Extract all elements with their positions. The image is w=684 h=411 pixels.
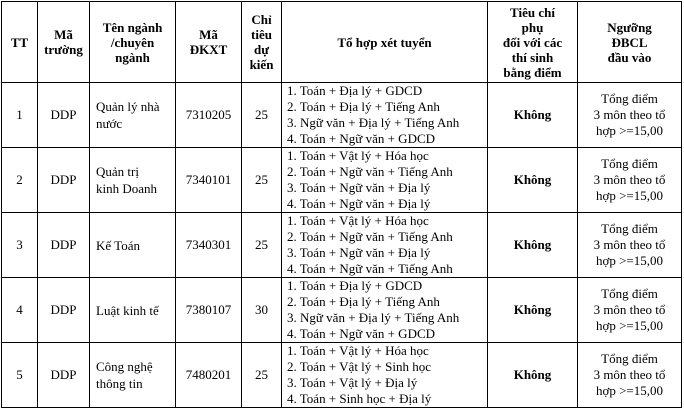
cell-to-hop: 1. Toán + Vật lý + Hóa học 2. Toán + Vật lý + Sinh học 3. Toán + Vật lý + Địa lý 4. Toán + Sinh học + Địa lý xyxy=(282,343,488,408)
cell-chi-tieu: 25 xyxy=(242,148,282,213)
cell-tt: 2 xyxy=(2,148,38,213)
table-row xyxy=(2,148,682,213)
cell-tieu-chi: Không xyxy=(488,343,578,408)
table-row xyxy=(2,83,682,148)
cell-ma-truong: DDP xyxy=(38,213,90,278)
cell-to-hop: 1. Toán + Địa lý + GDCD 2. Toán + Địa lý + Tiếng Anh 3. Ngữ văn + Địa lý + Tiếng Anh 4. Toán + Ngữ văn + GDCD xyxy=(282,278,488,343)
cell-ten-nganh: Quản trị kinh Doanh xyxy=(90,148,176,213)
cell-chi-tieu: 25 xyxy=(242,213,282,278)
cell-ten-nganh: Kế Toán xyxy=(90,213,176,278)
cell-nguong: Tổng điểm 3 môn theo tổ hợp >=15,00 xyxy=(578,213,682,278)
header-tieu-chi: Tiêu chí phụ đối với các thí sinh bằng điểm xyxy=(488,2,578,83)
cell-ma-dkxt: 7310205 xyxy=(176,83,242,148)
cell-nguong: Tổng điểm 3 môn theo tổ hợp >=15,00 xyxy=(578,148,682,213)
table-row xyxy=(2,213,682,278)
cell-to-hop: 1. Toán + Địa lý + GDCD 2. Toán + Địa lý + Tiếng Anh 3. Ngữ văn + Địa lý + Tiếng Anh 4. Toán + Ngữ văn + GDCD xyxy=(282,83,488,148)
cell-ma-dkxt: 7480201 xyxy=(176,343,242,408)
admissions-table xyxy=(1,1,682,408)
table-row xyxy=(2,278,682,343)
cell-ten-nganh: Luật kinh tế xyxy=(90,278,176,343)
cell-nguong: Tổng điểm 3 môn theo tổ hợp >=15,00 xyxy=(578,83,682,148)
header-to-hop: Tổ hợp xét tuyển xyxy=(282,2,488,83)
cell-ma-truong: DDP xyxy=(38,83,90,148)
cell-tieu-chi: Không xyxy=(488,278,578,343)
header-nguong: Ngưỡng ĐBCL đầu vào xyxy=(578,2,682,83)
cell-ma-dkxt: 7340101 xyxy=(176,148,242,213)
cell-tieu-chi: Không xyxy=(488,213,578,278)
cell-ma-truong: DDP xyxy=(38,278,90,343)
cell-tt: 4 xyxy=(2,278,38,343)
cell-to-hop: 1. Toán + Vật lý + Hóa học 2. Toán + Ngữ văn + Tiếng Anh 3. Toán + Ngữ văn + Địa lý 4. Toán + Ngữ văn + Tiếng Anh xyxy=(282,213,488,278)
cell-tt: 1 xyxy=(2,83,38,148)
header-tt: TT xyxy=(2,2,38,83)
cell-tt: 3 xyxy=(2,213,38,278)
cell-ma-truong: DDP xyxy=(38,148,90,213)
cell-ten-nganh: Quản lý nhà nước xyxy=(90,83,176,148)
cell-tieu-chi: Không xyxy=(488,83,578,148)
cell-ten-nganh: Công nghệ thông tin xyxy=(90,343,176,408)
header-row xyxy=(2,2,682,83)
cell-chi-tieu: 25 xyxy=(242,343,282,408)
cell-chi-tieu: 25 xyxy=(242,83,282,148)
header-chi-tieu: Chỉ tiêu dự kiến xyxy=(242,2,282,83)
cell-chi-tieu: 30 xyxy=(242,278,282,343)
table-row xyxy=(2,343,682,408)
cell-ma-dkxt: 7340301 xyxy=(176,213,242,278)
cell-to-hop: 1. Toán + Vật lý + Hóa học 2. Toán + Ngữ văn + Tiếng Anh 3. Toán + Ngữ văn + Địa lý 4. Toán + Ngữ văn + Địa lý xyxy=(282,148,488,213)
cell-tt: 5 xyxy=(2,343,38,408)
header-ma-truong: Mã trường xyxy=(38,2,90,83)
cell-tieu-chi: Không xyxy=(488,148,578,213)
cell-ma-dkxt: 7380107 xyxy=(176,278,242,343)
cell-nguong: Tổng điểm 3 môn theo tổ hợp >=15,00 xyxy=(578,343,682,408)
header-ma-dkxt: Mã ĐKXT xyxy=(176,2,242,83)
cell-ma-truong: DDP xyxy=(38,343,90,408)
header-ten-nganh: Tên ngành /chuyên ngành xyxy=(90,2,176,83)
cell-nguong: Tổng điểm 3 môn theo tổ hợp >=15,00 xyxy=(578,278,682,343)
